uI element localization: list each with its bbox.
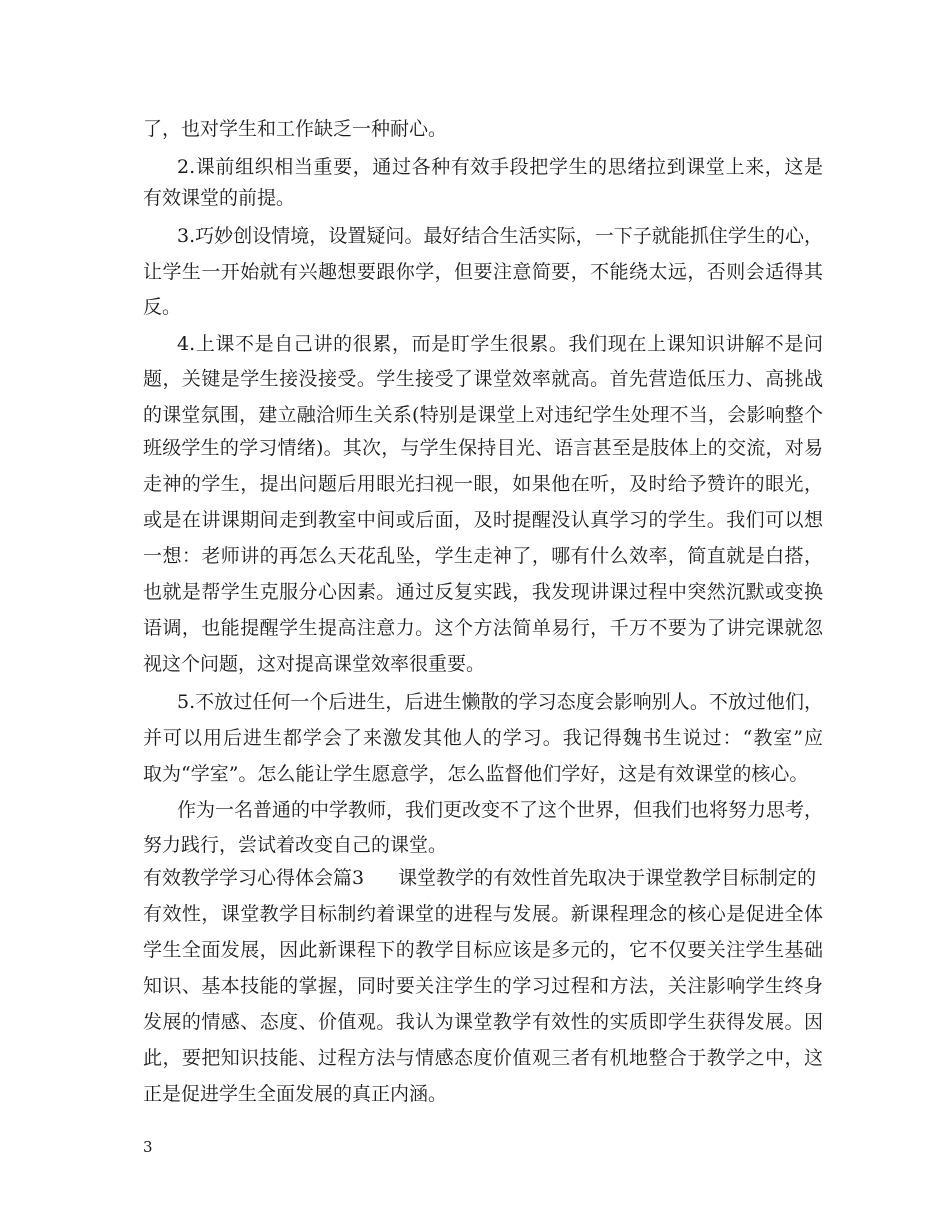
paragraph-line: 走神的学生，提出问题后用眼光扫视一眼，如果他在听，及时给予赞许的眼光， xyxy=(143,473,823,495)
paragraph-line: 的课堂氛围，建立融洽师生关系(特别是课堂上对违纪学生处理不当，会影响整个 xyxy=(143,404,823,426)
paragraph-line: 语调，也能提醒学生提高注意力。这个方法简单易行，千万不要为了讲完课就忽 xyxy=(143,617,823,639)
paragraph-line: 作为一名普通的中学教师，我们更改变不了这个世界，但我们也将努力思考， xyxy=(177,799,824,821)
paragraph-line: 班级学生的学习情绪)。其次，与学生保持目光、语言甚至是肢体上的交流，对易 xyxy=(143,437,823,459)
section-heading-line xyxy=(143,866,823,890)
paragraph-line: 发展的情感、态度、价值观。我认为课堂教学有效性的实质即学生获得发展。因 xyxy=(143,1011,823,1033)
paragraph-line: 了，也对学生和工作缺乏一种耐心。 xyxy=(143,118,448,140)
paragraph-line: 课堂教学的有效性首先取决于课堂教学目标制定的 xyxy=(398,867,817,889)
paragraph-line: 让学生一开始就有兴趣想要跟你学，但要注意简要，不能绕太远，否则会适得其 xyxy=(143,261,823,283)
paragraph-line: 取为“学室”。怎么能让学生愿意学，怎么监督他们学好，这是有效课堂的核心。 xyxy=(143,763,809,785)
paragraph-line: 有效性，课堂教学目标制约着课堂的进程与发展。新课程理念的核心是促进全体 xyxy=(143,903,823,925)
paragraph-line: 学生全面发展，因此新课程下的教学目标应该是多元的，它不仅要关注学生基础 xyxy=(143,939,823,961)
paragraph-line: 视这个问题，这对提高课堂效率很重要。 xyxy=(143,653,486,675)
paragraph-line: 此，要把知识技能、过程方法与情感态度价值观三者有机地整合于教学之中，这 xyxy=(143,1047,823,1069)
paragraph-line: 5.不放过任何一个后进生，后进生懒散的学习态度会影响别人。不放过他们， xyxy=(177,691,823,713)
paragraph-line: 一想：老师讲的再怎么天花乱坠，学生走神了，哪有什么效率，简直就是白搭， xyxy=(143,545,823,567)
page-number: 3 xyxy=(143,1138,153,1156)
paragraph-line: 有效课堂的前提。 xyxy=(143,187,296,209)
paragraph-line: 题，关键是学生接没接受。学生接受了课堂效率就高。首先营造低压力、高挑战 xyxy=(143,368,823,390)
paragraph-line: 知识、基本技能的掌握，同时要关注学生的学习过程和方法，关注影响学生终身 xyxy=(143,975,823,997)
paragraph-line: 2.课前组织相当重要，通过各种有效手段把学生的思绪拉到课堂上来，这是 xyxy=(177,156,823,178)
paragraph-line: 3.巧妙创设情境，设置疑问。最好结合生活实际，一下子就能抓住学生的心， xyxy=(177,225,823,247)
paragraph-line: 反。 xyxy=(143,296,182,318)
paragraph-line: 4.上课不是自己讲的很累，而是盯学生很累。我们现在上课知识讲解不是问 xyxy=(177,333,823,355)
paragraph-line: 也就是帮学生克服分心因素。通过反复实践，我发现讲课过程中突然沉默或变换 xyxy=(143,581,823,603)
paragraph-line: 或是在讲课期间走到教室中间或后面，及时提醒没认真学习的学生。我们可以想 xyxy=(143,509,823,531)
section-heading: 有效教学学习心得体会篇3 xyxy=(143,867,365,889)
paragraph-line: 并可以用后进生都学会了来激发其他人的学习。我记得魏书生说过：“教室”应 xyxy=(143,727,823,749)
paragraph-line: 正是促进学生全面发展的真正内涵。 xyxy=(143,1083,448,1105)
paragraph-line: 努力践行，尝试着改变自己的课堂。 xyxy=(143,834,448,856)
